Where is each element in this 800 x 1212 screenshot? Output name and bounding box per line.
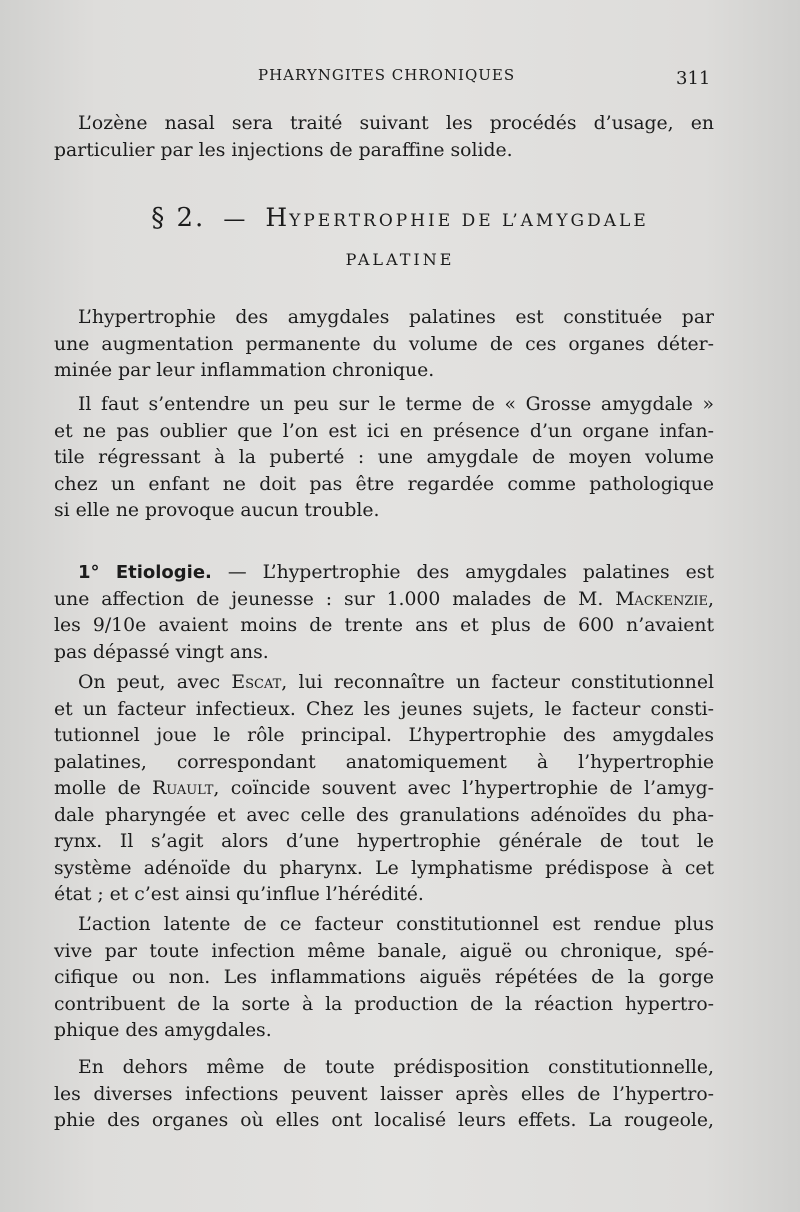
text-line: les diverses infections peuvent laisser après elles de l’hypertro-: [54, 1083, 714, 1105]
text-line: minée par leur inflammation chronique.: [54, 360, 435, 381]
section-heading: [0, 203, 800, 233]
text-line: palatines, correspondant anatomiquement à l’hypertrophie: [54, 751, 714, 773]
text-line: particulier par les injections de paraffine solide.: [54, 139, 513, 161]
author-name: Mackenzie,: [615, 588, 714, 610]
text-line: si elle ne provoque aucun trouble.: [54, 500, 380, 521]
text-line: 1° Etiologie. — L’hypertrophie des amygdales palatines est: [78, 562, 714, 583]
text-line: L’action latente de ce facteur constitutionnel est rendue plus: [78, 914, 714, 935]
text-line: cifique ou non. Les inflammations aiguës répétées de la gorge: [54, 967, 714, 988]
text-line: état ; et c’est ainsi qu’influe l’hérédité.: [54, 884, 424, 905]
section-number: § 2.: [151, 203, 206, 233]
section-title: YPERTROPHIE DE L’AMYGDALE: [289, 211, 649, 231]
text-line: une augmentation permanente du volume de ces organes déter-: [54, 333, 714, 355]
text-line: et un facteur infectieux. Chez les jeunes sujets, le facteur consti-: [54, 698, 714, 720]
text-line: En dehors même de toute prédisposition constitutionnelle,: [78, 1057, 714, 1078]
text-line: rynx. Il s’agit alors d’une hypertrophie générale de tout le: [54, 831, 714, 852]
text-line: pas dépassé vingt ans.: [54, 641, 269, 663]
text-line: tutionnel joue le rôle principal. L’hypertrophie des amygdales: [54, 725, 714, 746]
author-name: Ruault,: [152, 778, 220, 799]
running-title: PHARYNGITES CHRONIQUES: [258, 66, 516, 84]
paragraph-facteurs: [54, 670, 714, 909]
section-title-initial: H: [265, 203, 290, 232]
paragraph-infections: [54, 1055, 714, 1135]
etiologie-heading: 1° Etiologie.: [78, 562, 212, 583]
paragraph-grosse-amygdale: [54, 392, 714, 525]
paragraph-definition: [54, 305, 714, 385]
text-line: contribuent de la sorte à la production de la réaction hypertro-: [54, 993, 714, 1015]
text-line: Il faut s’entendre un peu sur le terme de « Grosse amygdale »: [78, 394, 714, 415]
author-name: Escat,: [231, 672, 288, 693]
text-line: L’hypertrophie des amygdales palatines est constituée par: [78, 307, 714, 328]
text-line: tile régressant à la puberté : une amygdale de moyen volume: [54, 447, 714, 468]
text-line: L’ozène nasal sera traité suivant les procédés d’usage, en: [78, 113, 714, 134]
section-subtitle: PALATINE: [345, 250, 455, 269]
text-line: molle de Ruault, coïncide souvent avec l’hypertrophie de l’amyg-: [54, 778, 714, 799]
page-number: 311: [676, 68, 711, 89]
page-header: [0, 66, 800, 90]
text-line: système adénoïde du pharynx. Le lymphatisme prédispose à cet: [54, 857, 714, 879]
text-line: dale pharyngée et avec celle des granulations adénoïdes du pha-: [54, 804, 714, 826]
text-line: vive par toute infection même banale, aiguë ou chronique, spé-: [54, 940, 714, 962]
text-line: phie des organes où elles ont localisé leurs effets. La rougeole,: [54, 1110, 714, 1131]
paragraph-etiologie: [54, 560, 714, 666]
text-line: On peut, avec Escat, lui reconnaître un facteur constitutionnel: [78, 672, 714, 693]
text-line: une affection de jeunesse : sur 1.000 malades de M. Mackenzie,: [54, 588, 714, 610]
text-line: chez un enfant ne doit pas être regardée comme pathologique: [54, 473, 714, 495]
paragraph-action-latente: [54, 912, 714, 1045]
text-line: phique des amygdales.: [54, 1020, 272, 1041]
text-line: les 9/10e avaient moins de trente ans et plus de 600 n’avaient: [54, 615, 714, 636]
text-line: et ne pas oublier que l’on est ici en présence d’un organe infan-: [54, 420, 714, 442]
section-dash: —: [223, 207, 248, 232]
intro-paragraph: [54, 111, 714, 164]
